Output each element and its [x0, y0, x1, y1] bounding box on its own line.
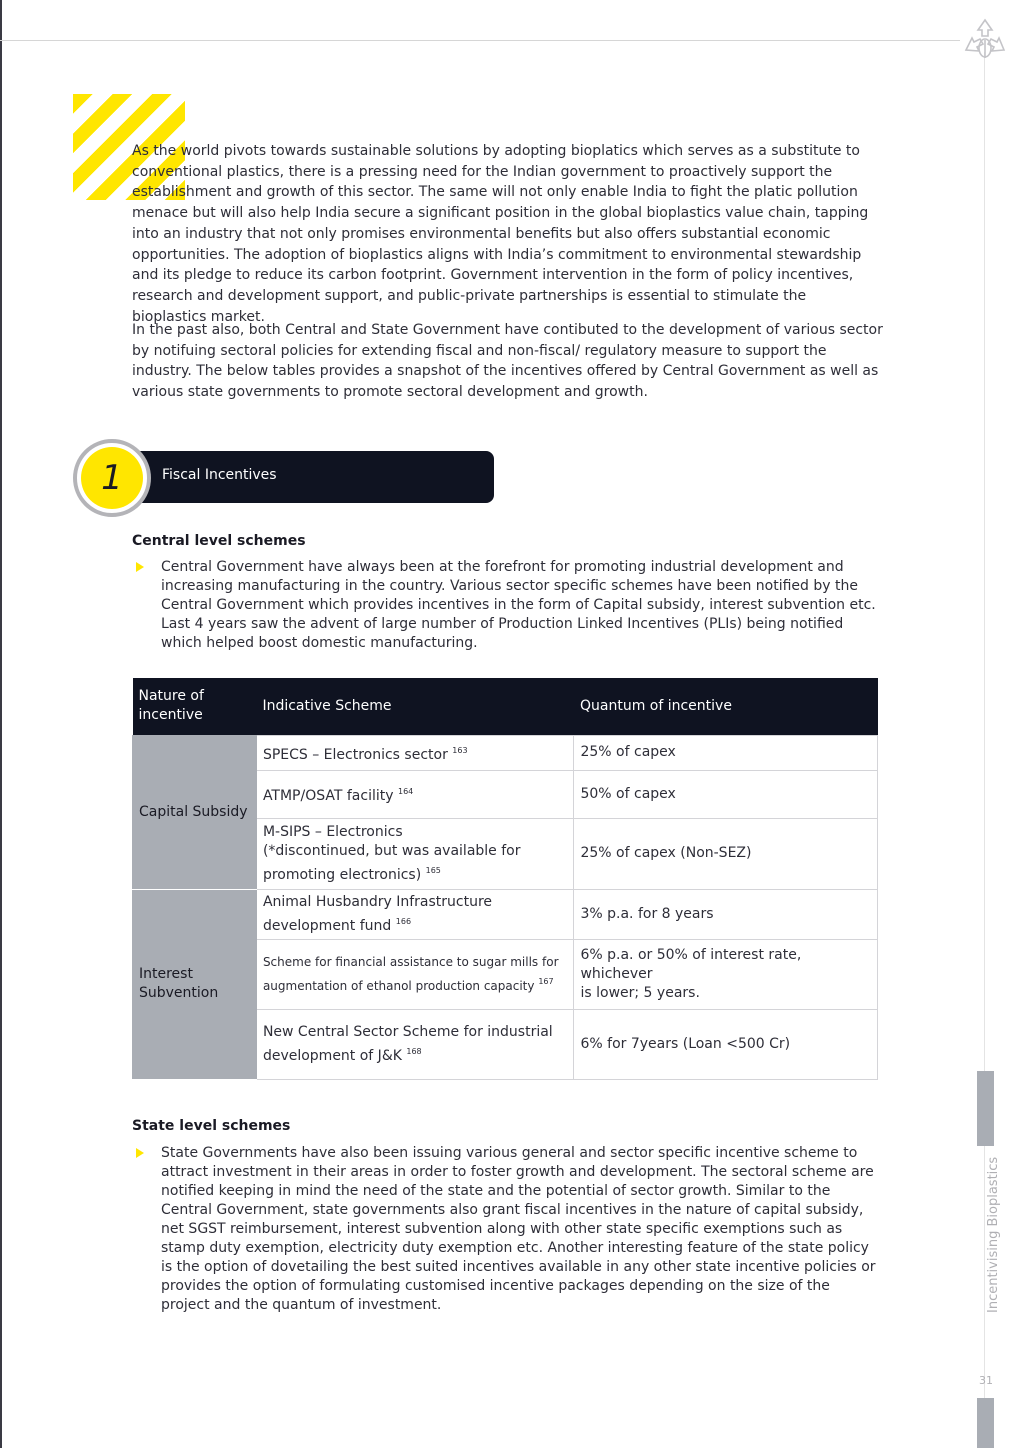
scheme-line: Animal Husbandry Infrastructure — [262, 893, 493, 910]
table-header-row — [133, 678, 878, 735]
scheme-cell — [256, 735, 574, 770]
group-interest-subvention — [133, 889, 257, 1079]
scheme-text: promoting electronics) — [262, 866, 422, 883]
table-row — [133, 889, 878, 939]
quantum-cell — [574, 939, 878, 1009]
section-number-badge — [73, 439, 151, 517]
scheme-line: (*discontinued, but was available for — [262, 842, 521, 859]
scheme-line-with-ref — [263, 1042, 568, 1066]
footnote-ref: 163 — [452, 745, 468, 755]
scheme-line: Scheme for financial assistance to sugar mills for — [262, 954, 559, 969]
scheme-text: ATMP/OSAT facility — [262, 788, 394, 804]
table-row — [133, 735, 878, 770]
scheme-cell — [256, 818, 574, 889]
quantum-cell: 3% p.a. for 8 years — [574, 889, 878, 939]
scheme-line-with-ref — [263, 972, 568, 996]
scheme-line: M-SIPS – Electronics — [262, 823, 403, 840]
intro-paragraph-2: In the past also, both Central and State Government have contibuted to the development of various sector by notifuing sectoral policies for extending fiscal and non-fiscal/ regulatory measure to support the industry. The below tables provides a snapshot of the incentives offered by Central Government as well as various state governments to promote sectoral development and growth. — [132, 322, 883, 401]
quantum-cell: 25% of capex — [574, 735, 878, 770]
section-number: 1 — [81, 447, 143, 509]
scheme-cell — [256, 939, 574, 1009]
footnote-ref: 167 — [538, 976, 554, 986]
incentives-table — [132, 678, 878, 1080]
quantum-line: is lower; 5 years. — [580, 984, 700, 1001]
scheme-cell — [256, 770, 574, 818]
central-schemes-heading: Central level schemes — [132, 533, 306, 549]
footnote-ref: 164 — [397, 787, 414, 796]
sidebar-bottom-block — [977, 1398, 994, 1448]
page-edge-line — [0, 0, 2, 1448]
state-schemes-bullet — [132, 1144, 882, 1315]
quantum-cell: 50% of capex — [574, 770, 878, 818]
scheme-cell — [256, 889, 574, 939]
header-rule — [0, 40, 960, 41]
quantum-cell: 6% for 7years (Loan <500 Cr) — [574, 1009, 878, 1079]
scheme-line-with-ref — [263, 912, 568, 936]
footnote-ref: 165 — [425, 865, 441, 875]
scheme-text: development fund — [262, 917, 392, 934]
central-schemes-text: Central Government have always been at the forefront for promoting industrial development and increasing manufacturing in the country. Various sector specific schemes have been notified by the Central Government which provides incentives in the form of Capital subsidy, interest subvention etc. Last 4 years saw the advent of large number of Production Linked Incentives (PLIs) being notified which helped boost domestic manufacturing. — [161, 559, 876, 651]
sidebar-marker-block — [977, 1071, 994, 1146]
header-quantum: Quantum of incentive — [574, 678, 878, 735]
group-label: Interest Subvention — [139, 966, 219, 1001]
quantum-cell: 25% of capex (Non-SEZ) — [574, 818, 878, 889]
page-number: 31 — [979, 1374, 993, 1387]
quantum-line: 6% p.a. or 50% of interest rate, whichever — [580, 946, 802, 982]
triangle-bullet-icon — [136, 1148, 144, 1158]
group-capital-subsidy: Capital Subsidy — [133, 735, 257, 889]
state-schemes-text: State Governments have also been issuing various general and sector specific incentive scheme to attract investment in their areas in order to foster growth and development. The sectoral scheme are notified keeping in mind the need of the state and the potential of sector growth. Similar to the Central Government, state governments also grant fiscal incentives in the nature of capital subsidy, net SGST reimbursement, interest subvention along with other state specific exemptions such as stamp duty exemption, electricity duty exemption etc. Another interesting feature of the state policy is the option of dovetailing the best suited incentives available in any other state incentive policies or provides the option of formulating customised incentive packages depending on the size of the project and the quantum of investment. — [161, 1145, 876, 1313]
header-nature: Nature of incentive — [133, 678, 257, 735]
margin-rule — [984, 52, 985, 1448]
scheme-line-with-ref — [263, 861, 568, 885]
scheme-line: New Central Sector Scheme for industrial — [262, 1023, 553, 1040]
section-title: Fiscal Incentives — [162, 467, 277, 483]
triangle-bullet-icon — [136, 562, 144, 572]
state-schemes-heading: State level schemes — [132, 1118, 291, 1134]
scheme-text: development of J&K — [262, 1047, 402, 1064]
header-scheme: Indicative Scheme — [256, 678, 574, 735]
central-schemes-bullet — [132, 558, 882, 653]
footnote-ref: 166 — [395, 916, 412, 926]
scheme-text: SPECS – Electronics sector — [262, 746, 448, 763]
intro-paragraph-1: As the world pivots towards sustainable solutions by adopting bioplatics which serves as a substitute to conventional plastics, there is a pressing need for the Indian government to proactively support the establishment and growth of this sector. The same will not only enable India to fight the platic pollution menace but will also help India secure a significant position in the global bioplastics value chain, tapping into an industry that not only promises environmental benefits but also offers substantial economic opportunities. The adoption of bioplastics aligns with India’s commitment to environmental stewardship and its pledge to reduce its carbon footprint. Government intervention in the form of policy incentives, research and development support, and public-private partnerships is essential to stimulate the bioplastics market. — [132, 143, 869, 325]
footnote-ref: 168 — [406, 1046, 422, 1056]
recycle-leaf-icon — [960, 16, 1010, 62]
scheme-text: augmentation of ethanol production capacity — [262, 978, 535, 993]
scheme-cell — [256, 1009, 574, 1079]
sidebar-document-title: Incentivising Bioplastics — [986, 1156, 1001, 1313]
